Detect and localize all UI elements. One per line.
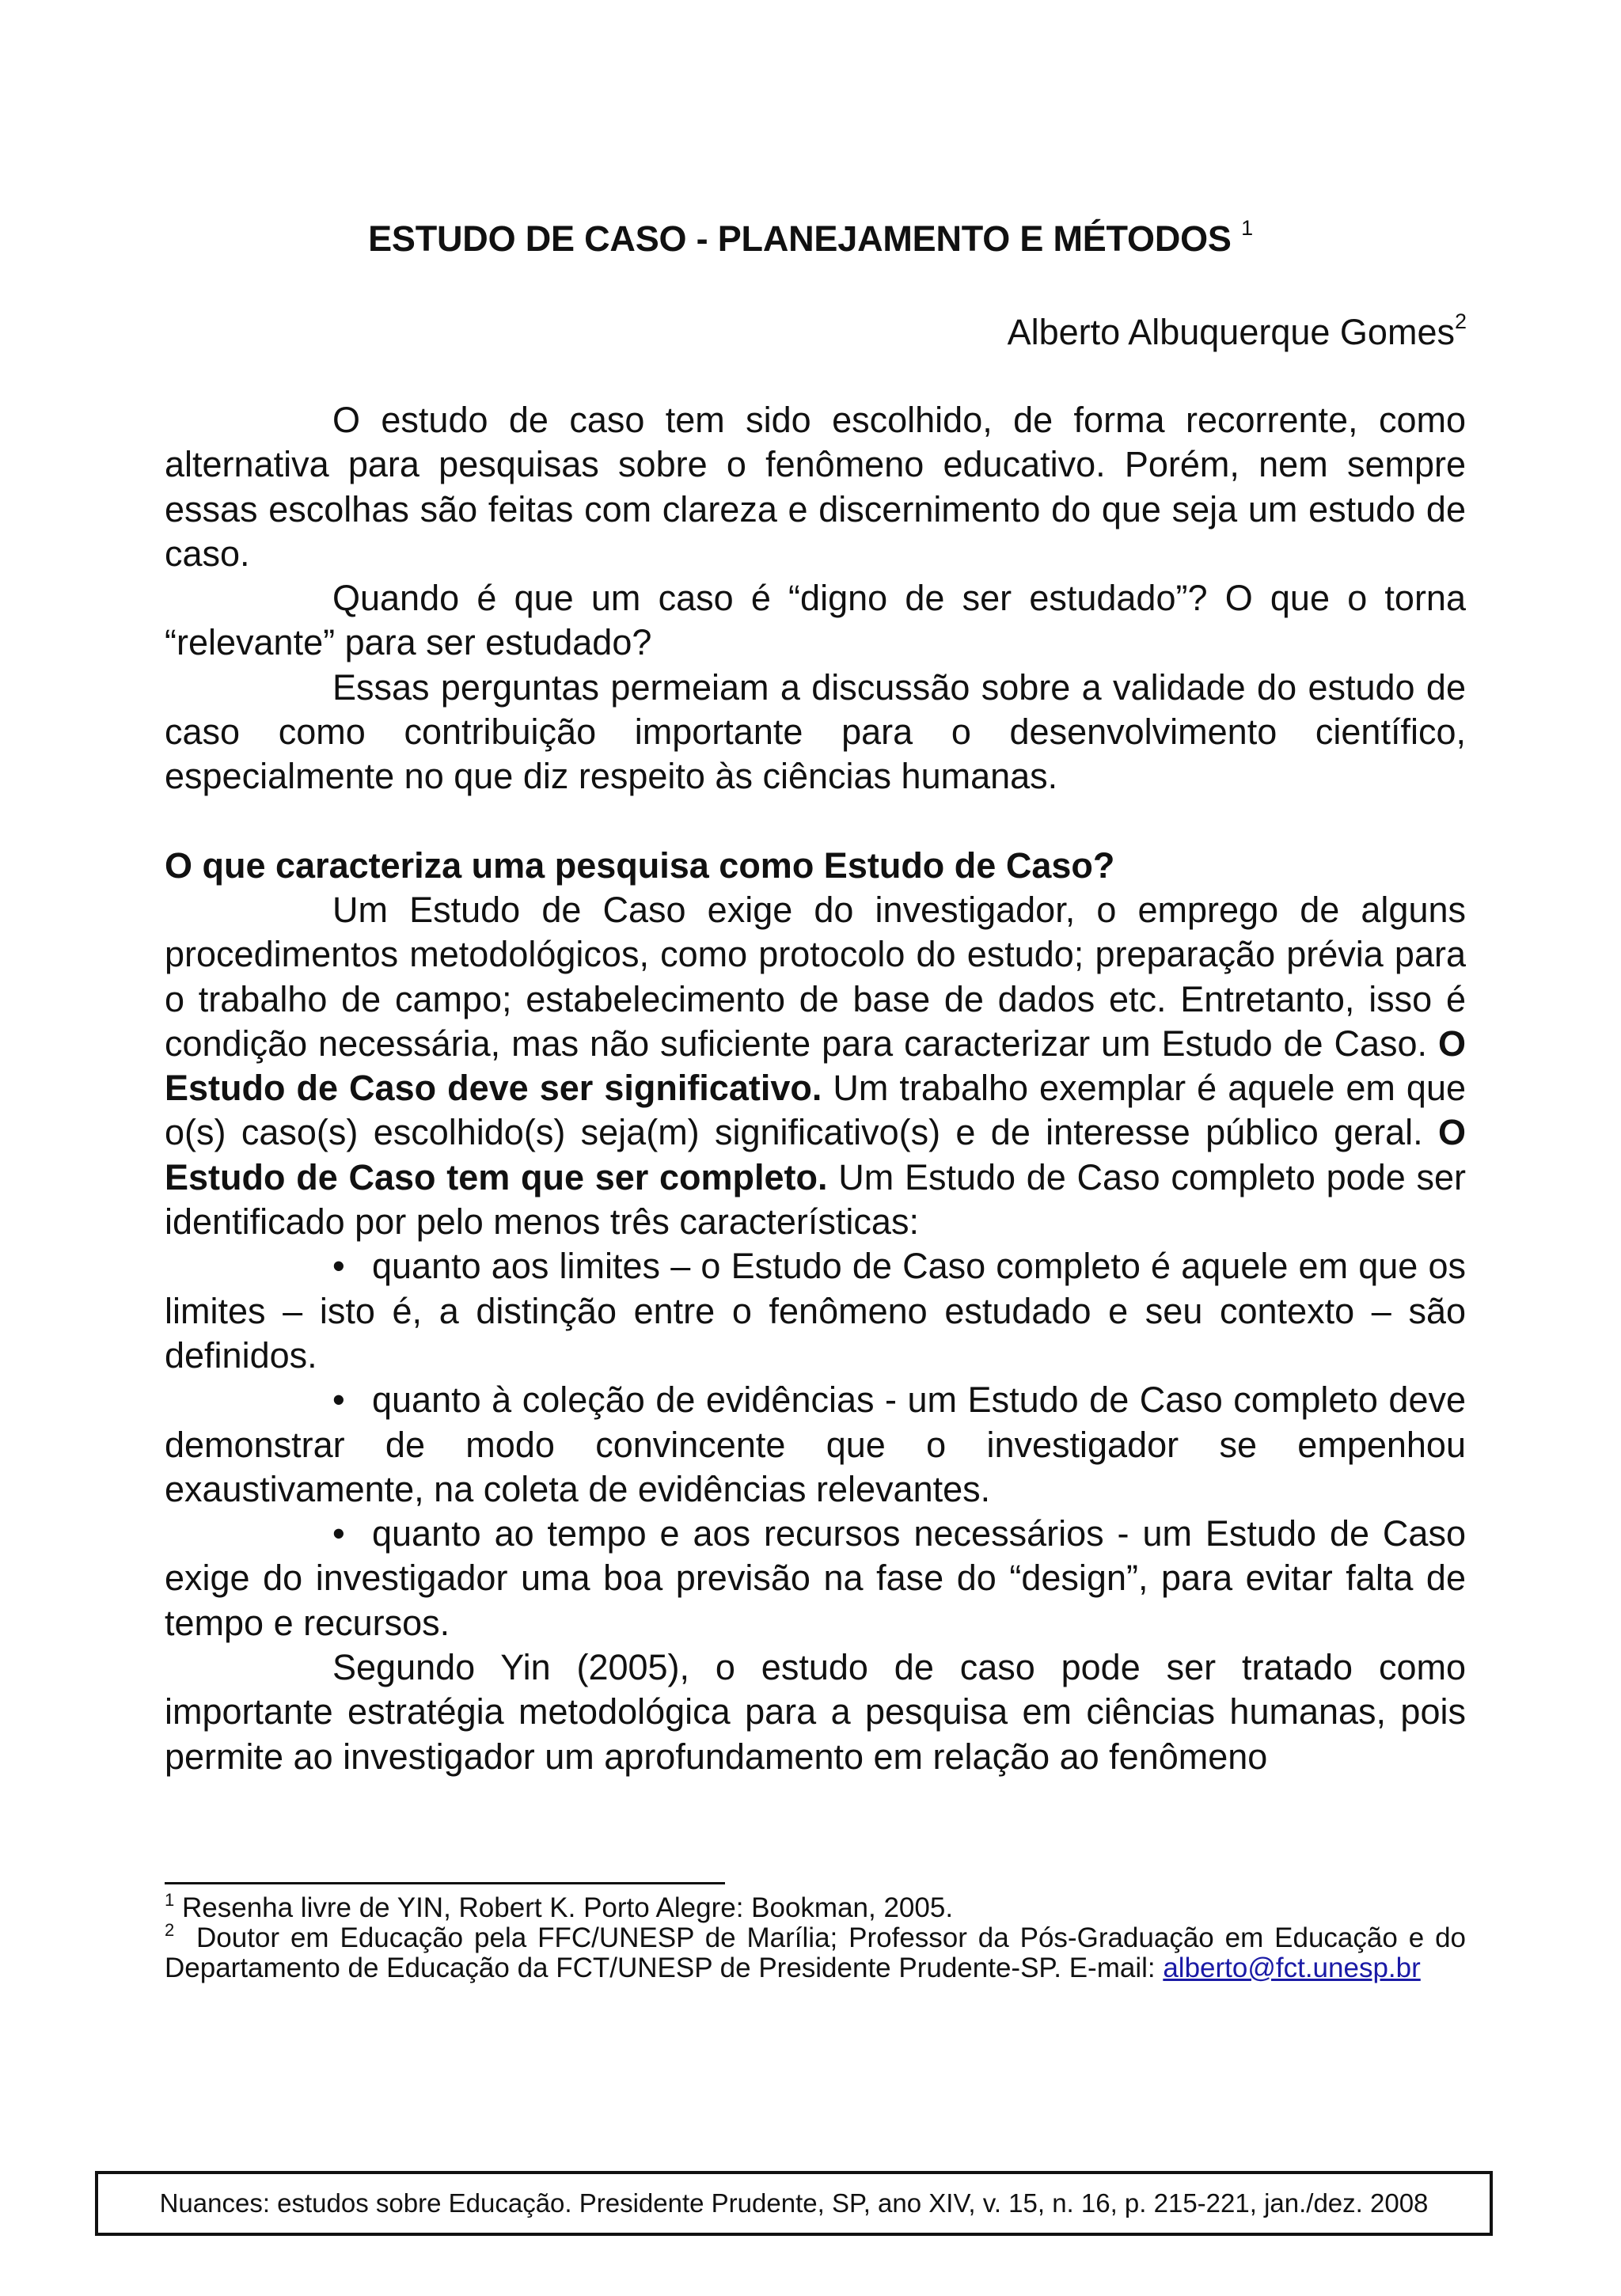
bullet-text: quanto ao tempo e aos recursos necessários - um Estudo de Caso exige do investigador uma boa previsão na fase do “design”, para evitar falta de tempo e recursos.	[165, 1513, 1466, 1643]
footnote-2	[165, 1920, 1467, 1983]
characterization-part-1: Um Estudo de Caso exige do investigador, o emprego de alguns procedimentos metodológicos, como protocolo do estudo; preparação prévia para o trabalho de campo; estabelecimento de base de dados etc. Entretanto, isso é condição necessária, mas não suficiente para caracterizar um Estudo de Caso.	[165, 889, 1466, 1064]
journal-citation-box	[95, 2171, 1493, 2236]
bullet-dot: •	[332, 1379, 345, 1421]
bullet-item	[165, 1512, 1466, 1645]
characterization-part-2: Um trabalho exemplar é aquele em que o(s) caso(s) escolhido(s) seja(m) significativo(s) e de interesse público geral.	[165, 1068, 1466, 1153]
author-line	[1008, 309, 1467, 356]
paragraph-discussion: Essas perguntas permeiam a discussão sobre a validade do estudo de caso como contribuição importante para o desenvolvimento científico, especialmente no que diz respeito às ciências humanas.	[165, 666, 1466, 797]
author-email-link[interactable]: alberto@fct.unesp.br	[1163, 1953, 1421, 1983]
paragraph-gap	[165, 799, 1466, 844]
characterization-bold-1: O Estudo de Caso deve ser significativo.	[165, 1023, 1466, 1109]
bullet-text: quanto à coleção de evidências - um Estudo de Caso completo deve demonstrar de modo convincente que o investigador se empenhou exaustivamente, na coleta de evidências relevantes.	[165, 1379, 1466, 1509]
bullet-text: quanto aos limites – o Estudo de Caso completo é aquele em que os limites – isto é, a distinção entre o fenômeno estudado e seu contexto – são definidos.	[165, 1246, 1466, 1376]
article-title	[0, 215, 1621, 263]
author-name: Alberto Albuquerque Gomes	[1007, 312, 1455, 352]
footnote-1-mark: 1	[165, 1890, 175, 1910]
footnote-2-mark: 2	[165, 1920, 175, 1940]
article-title-text: ESTUDO DE CASO - PLANEJAMENTO E MÉTODOS	[368, 218, 1232, 259]
section-heading	[165, 844, 1466, 888]
bullet-dot: •	[332, 1246, 345, 1287]
footnotes	[165, 1890, 1467, 1983]
bullet-dot: •	[332, 1513, 345, 1554]
paragraph-yin: Segundo Yin (2005), o estudo de caso pode ser tratado como importante estratégia metodológica para a pesquisa em ciências humanas, pois permite ao investigador um aprofundamento em relação ao fenômeno	[165, 1647, 1466, 1777]
footnote-separator	[165, 1882, 725, 1884]
paragraph-question: Quando é que um caso é “digno de ser estudado”? O que o torna “relevante” para ser estudado?	[165, 578, 1466, 663]
footnote-2-text: Doutor em Educação pela FFC/UNESP de Marília; Professor da Pós-Graduação em Educação e do Departamento de Educação da FCT/UNESP de Presidente Prudente-SP. E-mail:	[165, 1922, 1467, 1983]
bullet-item	[165, 1244, 1466, 1378]
journal-citation: Nuances: estudos sobre Educação. Presidente Prudente, SP, ano XIV, v. 15, n. 16, p. 215-221, jan./dez. 2008	[159, 2188, 1429, 2218]
bullet-item	[165, 1378, 1466, 1512]
article-body	[165, 398, 1466, 1779]
section-heading-text: O que caracteriza uma pesquisa como Estudo de Caso?	[165, 844, 1115, 886]
paragraph-intro: O estudo de caso tem sido escolhido, de forma recorrente, como alternativa para pesquisas sobre o fenômeno educativo. Porém, nem sempre essas escolhas são feitas com clareza e discernimento do que seja um estudo de caso.	[165, 400, 1466, 574]
title-footnote-ref: 1	[1241, 216, 1253, 240]
footnote-1-text: Resenha livre de YIN, Robert K. Porto Alegre: Bookman, 2005.	[181, 1892, 954, 1923]
characterization-bold-2: O Estudo de Caso tem que ser completo.	[165, 1112, 1466, 1197]
characterization-part-3: Um Estudo de Caso completo pode ser identificado por pelo menos três características:	[165, 1156, 1466, 1243]
author-footnote-ref: 2	[1454, 309, 1467, 333]
paragraph-characterization	[165, 888, 1466, 1244]
footnote-1	[165, 1890, 1466, 1923]
